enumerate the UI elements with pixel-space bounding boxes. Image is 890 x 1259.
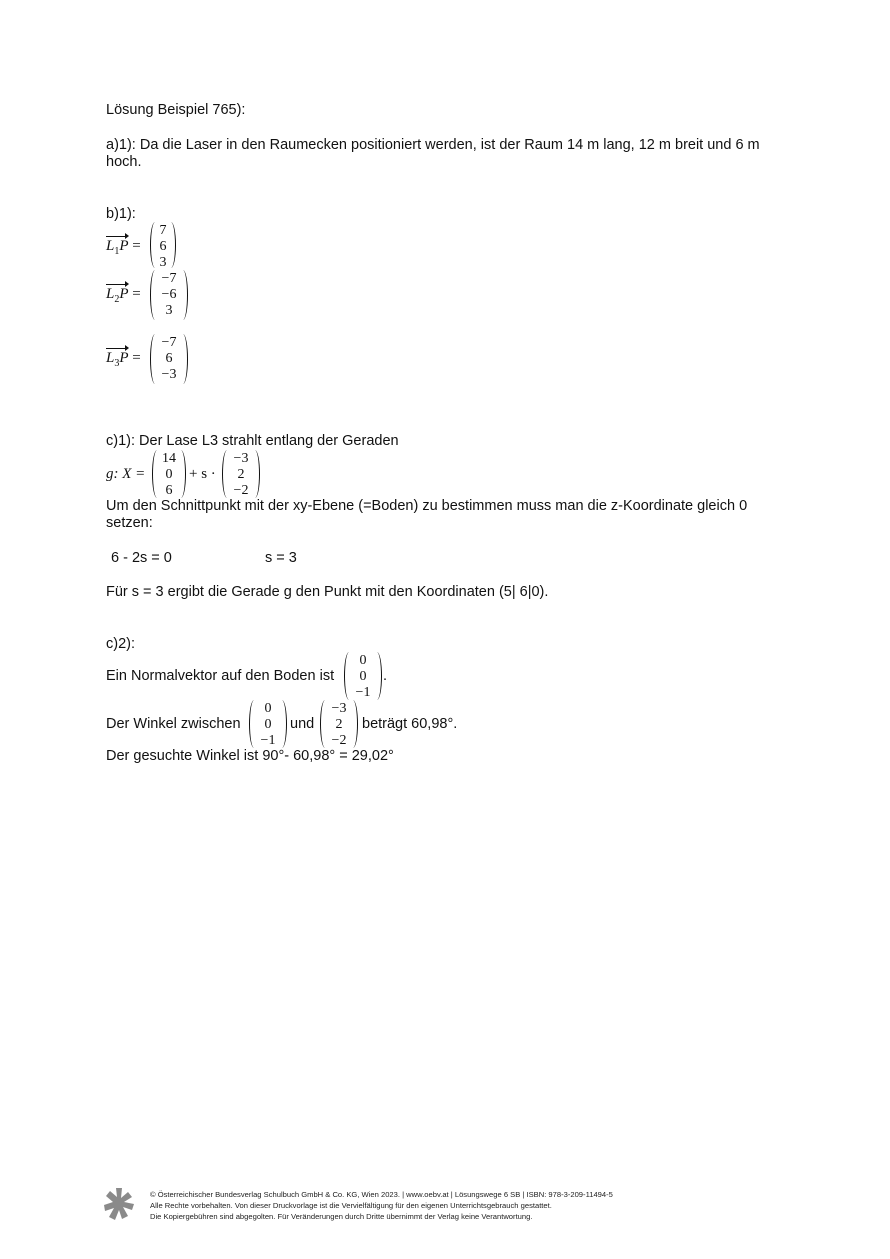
angle-vector-2 — [320, 700, 358, 748]
part-c1-explanation: Um den Schnittpunkt mit der xy-Ebene (=Boden) zu bestimmen muss man die z-Koordinate gleich 0 setzen: — [106, 498, 748, 531]
normal-vector-text: Ein Normalvektor auf den Boden ist — [106, 668, 335, 684]
line-point-vector — [152, 450, 186, 498]
vector-cell: −6 — [161, 287, 177, 302]
oebv-logo-icon — [104, 1188, 134, 1220]
footer-line-3: Die Kopiergebühren sind abgegolten. Für Veränderungen durch Dritte übernimmt der Verlag keine Verantwortung. — [150, 1212, 533, 1221]
page-heading: Lösung Beispiel 765): — [106, 102, 246, 118]
vector-l2p — [150, 270, 188, 320]
vector-cell: 6 — [165, 351, 173, 366]
vector-cell: 3 — [165, 303, 173, 318]
vector-cell: −3 — [331, 701, 347, 716]
line-equation-prefix: g: X = — [106, 466, 146, 482]
angle-text-start: Der Winkel zwischen — [106, 716, 241, 732]
part-c1-equation: 6 - 2s = 0 — [111, 550, 172, 566]
normal-vector-end: . — [383, 668, 388, 684]
vector-cell: −7 — [161, 271, 177, 286]
angle-text-and: und — [290, 716, 315, 732]
vector-cell: 0 — [165, 467, 173, 482]
part-c1-result: Für s = 3 ergibt die Gerade g den Punkt mit den Koordinaten (5| 6|0). — [106, 584, 549, 600]
vector-cell: 2 — [237, 467, 245, 482]
part-b1-label: b)1): — [106, 206, 136, 222]
vector-cell: 6 — [159, 239, 167, 254]
vector-cell: 7 — [159, 223, 167, 238]
part-a1-text: a)1): Da die Laser in den Raumecken positioniert werden, ist der Raum 14 m lang, 12 m breit und 6 m hoch. — [106, 137, 760, 170]
vector-label-l3p: $L_3P$ = — [106, 350, 141, 369]
vector-cell: −2 — [331, 733, 347, 748]
normal-vector — [344, 652, 382, 700]
vector-cell: −1 — [355, 685, 371, 700]
line-direction-vector — [222, 450, 260, 498]
angle-text-end: beträgt 60,98°. — [362, 716, 458, 732]
vector-l3p — [150, 334, 188, 384]
vector-cell: 2 — [335, 717, 343, 732]
vector-cell: 0 — [264, 701, 272, 716]
vector-cell: −3 — [233, 451, 249, 466]
vector-cell: 0 — [359, 653, 367, 668]
part-c1-solution: s = 3 — [265, 550, 297, 566]
vector-cell: 6 — [165, 483, 173, 498]
vector-cell: −3 — [161, 367, 177, 382]
angle-vector-1 — [249, 700, 287, 748]
footer-copyright — [150, 1189, 613, 1222]
vector-cell: 3 — [159, 255, 167, 270]
vector-label-l2p: $L_2P$ = — [106, 286, 141, 305]
part-c2-label: c)2): — [106, 636, 135, 652]
footer-line-1: © Österreichischer Bundesverlag Schulbuch GmbH & Co. KG, Wien 2023. | www.oebv.at | Lösungswege 6 SB | ISBN: 978-3-209-11494-5 — [150, 1190, 613, 1199]
final-angle: Der gesuchte Winkel ist 90°- 60,98° = 29,02° — [106, 748, 394, 764]
line-equation-middle: + s · — [189, 466, 216, 482]
part-c1-label: c)1): Der Lase L3 strahlt entlang der Geraden — [106, 433, 399, 449]
vector-cell: 0 — [359, 669, 367, 684]
vector-cell: −1 — [260, 733, 276, 748]
vector-cell: 14 — [162, 451, 176, 466]
footer-line-2: Alle Rechte vorbehalten. Von dieser Druckvorlage ist die Vervielfältigung für den eigenen Unterrichtsgebrauch gestattet. — [150, 1201, 552, 1210]
vector-cell: −7 — [161, 335, 177, 350]
vector-cell: −2 — [233, 483, 249, 498]
vector-l1p — [150, 222, 176, 268]
vector-cell: 0 — [264, 717, 272, 732]
vector-label-l1p: $L_1P$ = — [106, 238, 141, 257]
